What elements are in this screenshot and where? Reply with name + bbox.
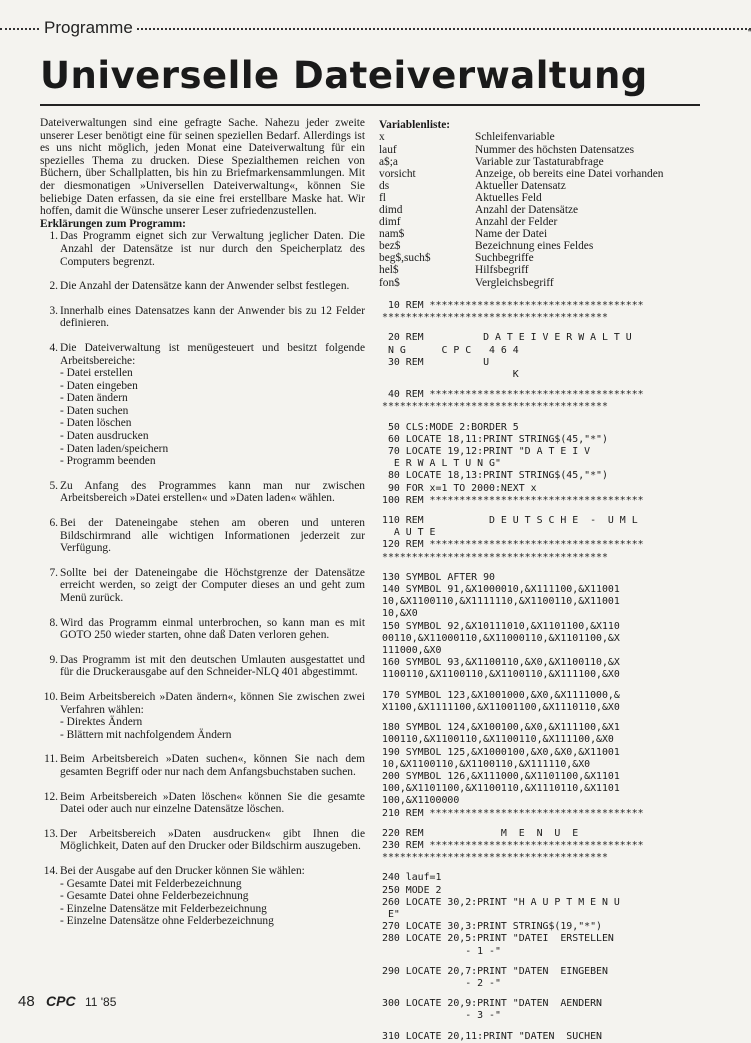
item-text: Die Anzahl der Datensätze kann der Anwender selbst festlegen. [60, 280, 350, 293]
code-line: 210 REM ************************************ [382, 807, 644, 819]
code-line: 10,&X1100110,&X1100110,&X111110,&X0 [382, 758, 591, 770]
item-number: 9. [49, 653, 58, 666]
section-label: Programme [40, 18, 137, 38]
code-line: 60 LOCATE 18,11:PRINT STRING$(45,"*") [382, 433, 608, 445]
variable-name: fon$ [379, 276, 400, 289]
code-line: 170 SYMBOL 123,&X1001000,&X0,&X1111000,& [382, 689, 620, 701]
variable-description: Variable zur Tastaturabfrage [475, 155, 604, 168]
variable-description: Aktuelles Feld [475, 191, 542, 204]
sub-list [60, 878, 365, 928]
variable-row [379, 252, 664, 264]
item-text: Der Arbeitsbereich »Daten ausdrucken« gibt Ihnen die Möglichkeit, Daten auf den Drucker oder Bildschirm auszugeben. [60, 827, 365, 853]
code-line: 10 REM ************************************ [382, 300, 644, 311]
item-number: 3. [49, 304, 58, 317]
item-text: Das Programm ist mit den deutschen Umlauten ausgestattet und für die Druckerausgabe auf den Schneider-NLQ 401 abgestimmt. [60, 653, 365, 679]
code-line: 111000,&X0 [382, 645, 442, 657]
list-item [40, 342, 365, 468]
code-line: 90 FOR x=1 TO 2000:NEXT x [382, 482, 537, 494]
sub-list-item: - Direktes Ändern [60, 716, 143, 729]
code-line: 30 REM U [382, 356, 490, 368]
code-line: 220 REM M E N U E [382, 827, 579, 839]
list-item [40, 305, 365, 330]
code-line: ************************************** [382, 312, 608, 324]
code-line: 70 LOCATE 19,12:PRINT "D A T E I V [382, 446, 591, 458]
variable-row [379, 168, 664, 180]
code-line: A U T E [382, 527, 436, 539]
list-item [40, 691, 365, 741]
code-line: 100 REM ************************************ [382, 494, 644, 506]
item-text: Beim Arbeitsbereich »Daten löschen« können Sie die gesamte Datei oder auch nur einzelne Datensätze löschen. [60, 790, 365, 816]
code-line: 100,&X1100000 [382, 795, 460, 807]
code-line: 160 SYMBOL 93,&X1100110,&X0,&X1100110,&X [382, 657, 620, 669]
sub-list-item: - Daten suchen [60, 404, 129, 417]
list-item [40, 230, 365, 268]
code-line: 80 LOCATE 18,13:PRINT STRING$(45,"*") [382, 470, 608, 482]
explanations-list [40, 230, 365, 928]
item-text: Bei der Dateneingabe stehen am oberen und unteren Bildschirmrand alle wichtigen Informationen jederzeit zur Verfügung. [60, 517, 365, 555]
sub-list-item: - Datei erstellen [60, 367, 133, 380]
variables-heading: Variablenliste: [379, 119, 451, 131]
code-line: X1100,&X1111100,&X11001100,&X1110110,&X0 [382, 701, 620, 713]
variable-name: vorsicht [379, 167, 416, 180]
code-line: 150 SYMBOL 92,&X10111010,&X1101100,&X110 [382, 620, 620, 632]
variable-name: dimd [379, 203, 403, 216]
variable-name: dimf [379, 216, 401, 229]
code-line: 140 SYMBOL 91,&X1000010,&X111100,&X11001 [382, 584, 620, 596]
code-line: E R W A L T U N G" [382, 458, 501, 470]
item-number: 8. [49, 616, 58, 629]
item-number: 4. [49, 341, 58, 354]
page-number: 48 [18, 993, 35, 1010]
sub-list-item: - Einzelne Datensätze ohne Felderbezeichnung [60, 915, 274, 928]
code-line: 180 SYMBOL 124,&X100100,&X0,&X111100,&X1 [382, 722, 620, 734]
variable-row [379, 192, 664, 204]
variable-row [379, 131, 664, 143]
code-line: 250 MODE 2 [382, 884, 442, 896]
variable-name: nam$ [379, 228, 405, 241]
code-line: 50 CLS:MODE 2:BORDER 5 [382, 421, 519, 433]
variable-row [379, 204, 664, 216]
code-line: - 3 -" [382, 1010, 501, 1022]
item-text: Bei der Ausgabe auf den Drucker können Sie wählen: [60, 864, 305, 877]
page-footer [18, 993, 116, 1010]
variable-name: bez$ [379, 240, 401, 253]
code-line: E" [382, 908, 400, 920]
item-text: Innerhalb eines Datensatzes kann der Anwender bis zu 12 Felder definieren. [60, 304, 365, 330]
code-line: 10,&X1100110,&X1111110,&X1100110,&X11001 [382, 596, 620, 608]
article-title: Universelle Dateiverwaltung [40, 54, 648, 97]
code-line: 270 LOCATE 30,3:PRINT STRING$(19,"*") [382, 921, 602, 933]
code-line: 280 LOCATE 20,5:PRINT "DATEI ERSTELLEN [382, 933, 614, 945]
code-line: N G C P C 4 6 4 [382, 344, 519, 356]
code-line: ************************************** [382, 852, 608, 864]
variable-description: Vergleichsbegriff [475, 276, 554, 289]
code-block-gap [382, 414, 712, 422]
code-line: ************************************** [382, 551, 608, 563]
code-block-gap [382, 1023, 712, 1031]
sub-list [60, 716, 365, 741]
code-line: 100110,&X1100110,&X1100110,&X111100,&X0 [382, 734, 614, 746]
item-number: 2. [49, 280, 58, 293]
list-item [40, 480, 365, 505]
variable-row [379, 216, 664, 228]
item-number: 10. [43, 690, 58, 703]
code-block-gap [382, 507, 712, 515]
item-number: 14. [43, 864, 58, 877]
code-line: 240 lauf=1 [382, 872, 442, 884]
code-line: K [382, 369, 519, 381]
variable-description: Nummer des höchsten Datensatzes [475, 143, 635, 156]
variable-name: x [379, 131, 385, 144]
item-text: Das Programm eignet sich zur Verwaltung jeglicher Daten. Die Anzahl der Datensätze ist nur durch den Speicherplatz des Computers begrenzt. [60, 230, 365, 268]
code-line: 120 REM ************************************ [382, 539, 644, 551]
variable-description: Bezeichnung eines Feldes [475, 240, 594, 253]
item-number: 6. [49, 517, 58, 530]
code-line: 260 LOCATE 30,2:PRINT "H A U P T M E N U [382, 896, 620, 908]
item-number: 7. [49, 566, 58, 579]
variable-row [379, 264, 664, 276]
list-item [40, 654, 365, 679]
sub-list-item: - Daten laden/speichern [60, 442, 169, 455]
item-text: Beim Arbeitsbereich »Daten suchen«, können Sie nach dem gesamten Begriff oder nur nach dem Anfangsbuchstaben suchen. [60, 753, 365, 778]
variable-name: beg$,such$ [379, 252, 431, 265]
title-underline [40, 104, 700, 106]
code-block-gap [382, 564, 712, 572]
code-line: 110 REM D E U T S C H E - U M L [382, 515, 638, 527]
variable-row [379, 156, 664, 168]
variable-name: a$;a [379, 155, 398, 168]
item-text: Wird das Programm einmal unterbrochen, so kann man es mit GOTO 250 wieder starten, ohne daß Daten verloren gehen. [60, 616, 365, 642]
variable-name: fl [379, 191, 386, 204]
variable-row [379, 228, 664, 240]
code-line: 290 LOCATE 20,7:PRINT "DATEN EINGEBEN [382, 965, 608, 977]
variable-description: Anzeige, ob bereits eine Datei vorhanden [475, 167, 664, 180]
item-text: Beim Arbeitsbereich »Daten ändern«, können Sie zwischen zwei Verfahren wählen: [60, 690, 365, 716]
code-line: 310 LOCATE 20,11:PRINT "DATEN SUCHEN [382, 1030, 602, 1042]
code-line: 10,&X0 [382, 608, 418, 620]
list-item [40, 791, 365, 816]
variable-row [379, 144, 664, 156]
left-column [40, 117, 365, 940]
item-number: 1. [49, 230, 58, 243]
variable-name: ds [379, 179, 390, 192]
code-block-gap [382, 714, 712, 722]
code-line: 300 LOCATE 20,9:PRINT "DATEN AENDERN [382, 998, 602, 1010]
intro-paragraph: Dateiverwaltungen sind eine gefragte Sache. Nahezu jeder zweite unserer Leser benötigt eine für seinen speziellen Bedarf. Allerdings ist es uns nicht möglich, jeden Monat eine Dateiverwaltung für ein spezielles Thema zu drucken. Diese Spezialthemen reichen von Büchern, über Schallplatten, bis hin zu Briefmarkensammlungen. Mit der diesmonatigen »Universellen Dateiverwaltung«, können Sie beliebige Daten erfassen, da sie eine frei erstellbare Maske hat. Wir hoffen, damit die Wünsche unserer Leser zufriedenzustellen. [40, 117, 365, 218]
item-text: Zu Anfang des Programmes kann man nur zwischen Arbeitsbereich »Datei erstellen« und »Daten laden« wählen. [60, 479, 365, 505]
sub-list-item: - Daten ausdrucken [60, 430, 149, 443]
code-line: ************************************** [382, 401, 608, 413]
program-listing [382, 300, 712, 1043]
code-line: 1100110,&X1100110,&X1100110,&X111100,&X0 [382, 669, 620, 681]
variable-row [379, 180, 664, 192]
list-item [40, 865, 365, 928]
variable-description: Schleifenvariable [475, 131, 555, 144]
code-block-gap [382, 990, 712, 998]
issue-date: 11 '85 [84, 995, 117, 1009]
code-line: 20 REM D A T E I V E R W A L T U [382, 332, 632, 344]
code-block-gap [382, 324, 712, 332]
variable-row [379, 277, 664, 289]
sub-list [60, 367, 365, 468]
variable-description: Aktueller Datensatz [475, 179, 566, 192]
variable-description: Anzahl der Felder [475, 216, 558, 229]
list-item [40, 753, 365, 778]
code-block-gap [382, 864, 712, 872]
sub-list-item: - Daten löschen [60, 417, 132, 430]
code-block-gap [382, 682, 712, 690]
item-text: Die Dateiverwaltung ist menügesteuert und besitzt folgende Arbeitsbereiche: [60, 341, 365, 367]
list-item [40, 617, 365, 642]
explanations-heading: Erklärungen zum Programm: [40, 217, 186, 230]
variable-name: hel$ [379, 264, 399, 277]
magazine-logo: CPC [46, 993, 76, 1009]
sub-list-item: - Gesamte Datei mit Felderbezeichnung [60, 877, 242, 890]
item-number: 5. [49, 479, 58, 492]
code-line: 190 SYMBOL 125,&X1000100,&X0,&X0,&X11001 [382, 746, 620, 758]
list-item [40, 517, 365, 555]
code-line: 40 REM ************************************ [382, 389, 644, 401]
item-number: 13. [43, 827, 58, 840]
sub-list-item: - Blättern mit nachfolgendem Ändern [60, 728, 232, 741]
edge-dots: '''' [747, 28, 751, 39]
sub-list-item: - Gesamte Datei ohne Felderbezeichnung [60, 890, 249, 903]
item-number: 12. [43, 790, 58, 803]
code-block-gap [382, 381, 712, 389]
code-line: 230 REM ************************************ [382, 839, 644, 851]
sub-list-item: - Daten ändern [60, 392, 128, 405]
variables-table [379, 131, 664, 288]
right-column [379, 119, 709, 289]
sub-list-item: - Einzelne Datensätze mit Felderbezeichnung [60, 902, 267, 915]
variable-description: Hilfsbegriff [475, 264, 529, 277]
code-line: 130 SYMBOL AFTER 90 [382, 571, 495, 583]
variable-description: Name der Datei [475, 228, 548, 241]
variable-description: Suchbegriffe [475, 252, 534, 265]
list-item [40, 280, 365, 293]
item-text: Sollte bei der Dateneingabe die Höchstgrenze der Datensätze erreicht werden, so zeigt der Computer dieses an und geht zum Menü zurück. [60, 566, 365, 604]
variable-description: Anzahl der Datensätze [475, 203, 579, 216]
list-item [40, 567, 365, 605]
variable-row [379, 240, 664, 252]
sub-list-item: - Programm beenden [60, 455, 156, 468]
code-line: 00110,&X11000110,&X11000110,&X1101100,&X [382, 632, 620, 644]
sub-list-item: - Daten eingeben [60, 379, 138, 392]
list-item [40, 828, 365, 853]
code-block-gap [382, 958, 712, 966]
code-line: 200 SYMBOL 126,&X111000,&X1101100,&X1101 [382, 770, 620, 782]
item-number: 11. [44, 753, 58, 766]
code-line: - 2 -" [382, 977, 501, 989]
variable-name: lauf [379, 143, 397, 156]
code-block-gap [382, 820, 712, 828]
code-line: 100,&X1101100,&X1100110,&X1110110,&X1101 [382, 783, 620, 795]
code-line: - 1 -" [382, 945, 501, 957]
